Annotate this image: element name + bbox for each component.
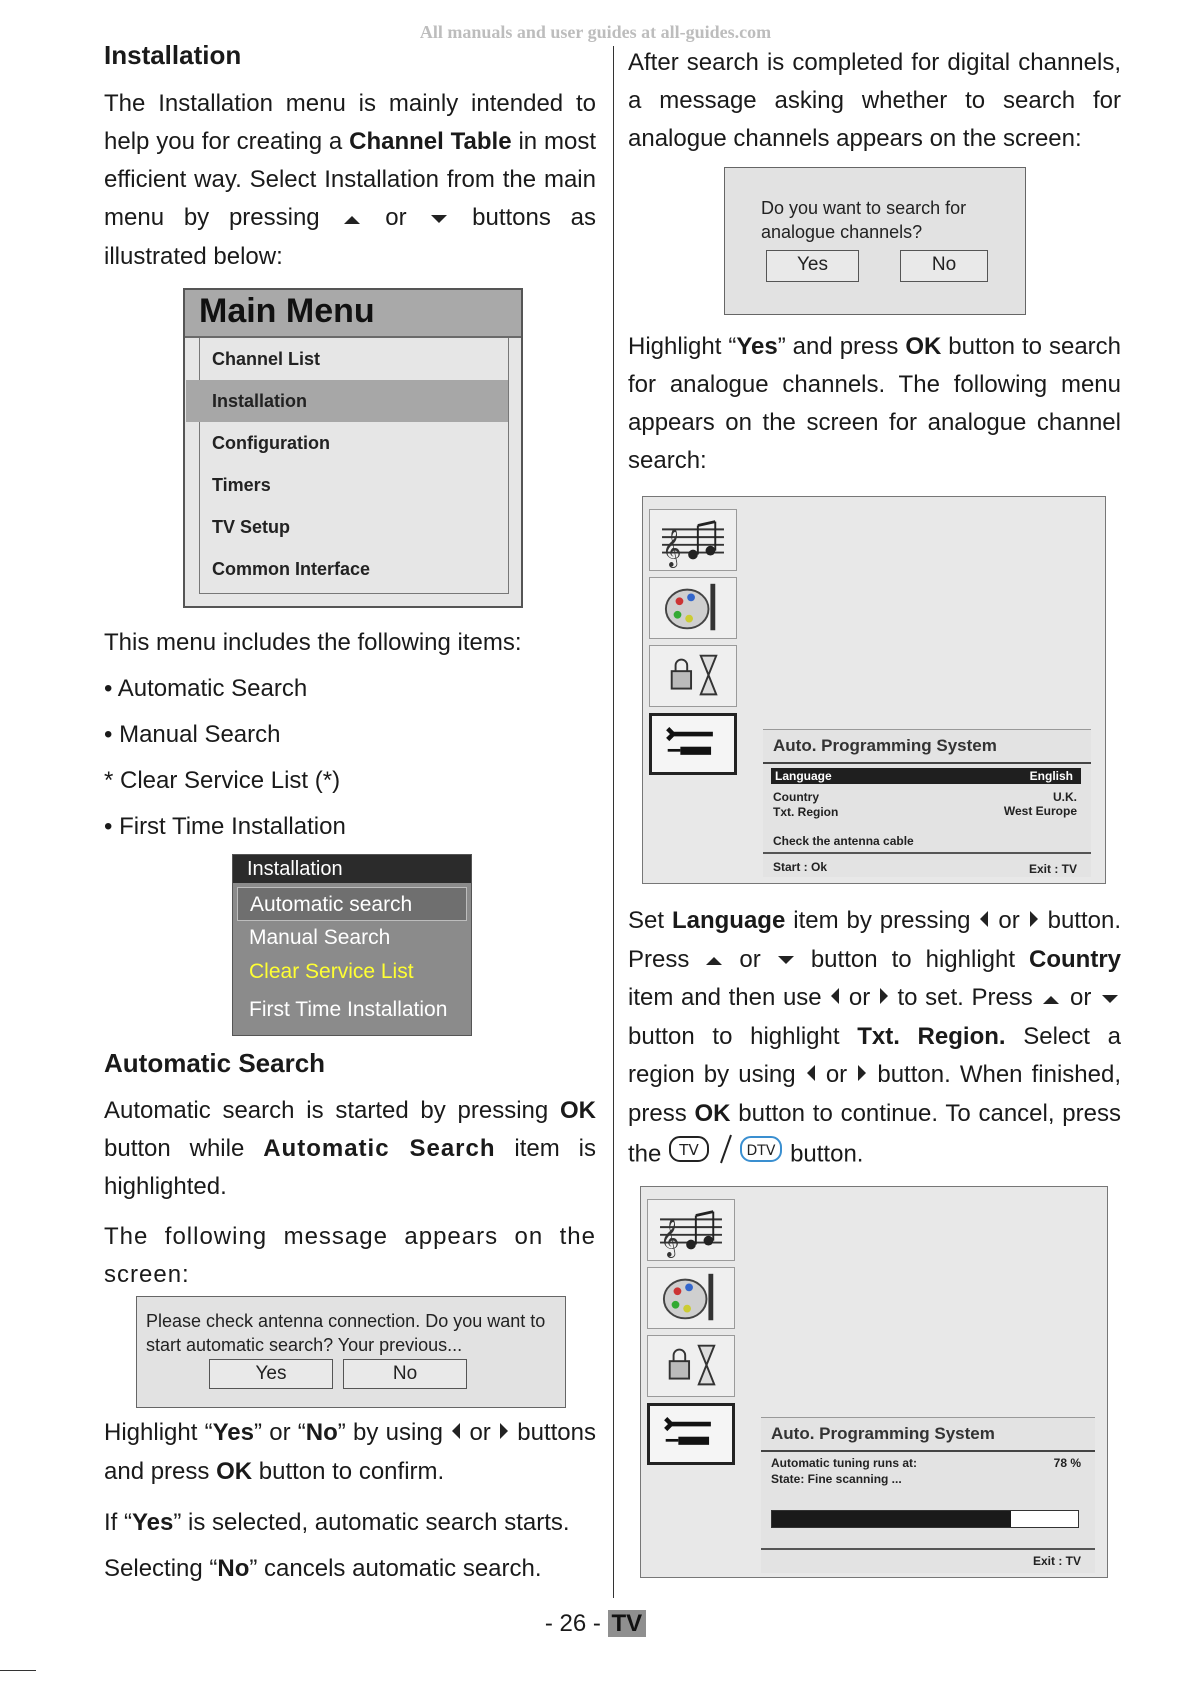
no-button[interactable]: No: [343, 1359, 467, 1389]
corner-line: [0, 1670, 36, 1671]
main-menu-item[interactable]: Configuration: [212, 433, 330, 453]
list-item: • Automatic Search: [104, 675, 308, 702]
installation-menu-item-selected[interactable]: Automatic search: [237, 887, 467, 921]
tools-icon[interactable]: [647, 1403, 735, 1465]
heading-automatic-search: Automatic Search: [104, 1048, 326, 1078]
right-arrow-icon: [498, 1415, 510, 1453]
tv-button-label: TV: [679, 1140, 699, 1159]
message-appears-text: The following message appears on the screen:: [104, 1223, 596, 1288]
antenna-dialog: [136, 1296, 566, 1408]
if-yes-text: If “Yes” is selected, automatic search starts.: [104, 1509, 570, 1536]
selecting-no-text: Selecting “No” cancels automatic search.: [104, 1555, 542, 1582]
right-arrow-icon: [878, 980, 890, 1018]
music-icon[interactable]: [649, 509, 737, 571]
list-item: • First Time Installation: [104, 813, 346, 840]
lock-timer-icon[interactable]: [647, 1335, 735, 1397]
start-hint: Start : Ok: [773, 860, 828, 874]
highlight-yes-no-text: Highlight “Yes” or “No” by using or buttons and press OK button to confirm.: [104, 1414, 596, 1491]
up-arrow-icon: [339, 200, 365, 238]
exit-hint: Exit : TV: [1032, 1554, 1081, 1568]
country-label: Country: [773, 790, 819, 804]
left-arrow-icon: [450, 1415, 462, 1453]
set-language-text: Set Language item by pressing or button. Press or button to highlight Country item and then use or to set. Press or button to highlight Txt. Region. Select a region by using or button. When finished, press OK button to continue. To cancel, press the TV DTV button.: [628, 902, 1121, 1177]
installation-menu-item[interactable]: Manual Search: [249, 926, 391, 949]
palette-icon[interactable]: [647, 1267, 735, 1329]
antenna-dialog-text: Please check antenna connection. Do you want to start automatic search? Your previous...: [146, 1311, 546, 1355]
tools-icon[interactable]: [649, 713, 737, 775]
analogue-dialog: [724, 167, 1026, 315]
svg-text:𝄞: 𝄞: [662, 527, 682, 567]
exit-hint: Exit : TV: [1028, 862, 1077, 876]
tv-button-icon: [668, 1134, 712, 1176]
main-menu-item[interactable]: Timers: [212, 475, 271, 495]
yes-button[interactable]: Yes: [766, 250, 859, 282]
list-item: * Clear Service List (*): [104, 767, 341, 794]
installation-menu-item[interactable]: First Time Installation: [249, 998, 448, 1021]
dtv-button-label: DTV: [746, 1142, 776, 1159]
page-number: - 26 -: [544, 1610, 601, 1637]
down-arrow-icon: [426, 200, 452, 238]
language-label: Language: [775, 769, 832, 783]
main-menu-item[interactable]: Common Interface: [212, 559, 371, 579]
language-value: English: [1029, 769, 1073, 783]
left-arrow-icon: [829, 980, 841, 1018]
section-tag: TV: [608, 1610, 647, 1637]
antenna-check-text: Check the antenna cable: [773, 834, 914, 848]
main-menu-item-selected[interactable]: Installation: [186, 380, 508, 422]
down-arrow-icon: [1099, 980, 1121, 1018]
watermark: All manuals and user guides at all-guides.com: [419, 22, 772, 42]
music-icon[interactable]: [647, 1199, 735, 1261]
panel-divider: [763, 852, 1091, 854]
language-row[interactable]: [771, 768, 1081, 784]
automatic-search-text: Automatic search is started by pressing OK button while Automatic Search item is highlighted.: [104, 1097, 596, 1200]
progress-bar: [771, 1510, 1079, 1528]
list-item: • Manual Search: [104, 721, 281, 748]
region-label: Txt. Region: [773, 805, 839, 819]
left-arrow-icon: [805, 1057, 817, 1095]
auto-programming-title: Auto. Programming System: [761, 1418, 1095, 1452]
main-menu-items: [199, 338, 509, 594]
down-arrow-icon: [775, 941, 797, 979]
auto-programming-panel: [761, 1417, 1095, 1573]
heading-installation: Installation: [104, 40, 242, 70]
installation-menu-title: Installation: [233, 855, 471, 883]
page-footer: [0, 1610, 1191, 1638]
main-menu-item[interactable]: Channel List: [212, 349, 321, 369]
up-arrow-icon: [1040, 980, 1062, 1018]
right-arrow-icon: [1028, 903, 1040, 941]
lock-timer-icon[interactable]: [649, 645, 737, 707]
palette-icon[interactable]: [649, 577, 737, 639]
highlight-yes-text: Highlight “Yes” and press OK button to search for analogue channels. The following menu appears on the screen for analogue channel search:: [628, 333, 1122, 474]
column-divider: [613, 46, 614, 1598]
after-search-text: After search is completed for digital channels, a message asking whether to search for analogue channels appears on the screen:: [628, 49, 1121, 152]
svg-text:𝄞: 𝄞: [660, 1217, 680, 1257]
country-value[interactable]: U.K.: [1053, 790, 1077, 804]
progress-fill: [772, 1511, 1011, 1527]
main-menu-title: Main Menu: [185, 290, 521, 338]
left-arrow-icon: [978, 903, 990, 941]
menu-includes-text: This menu includes the following items:: [104, 629, 522, 656]
tv-screen-setup: [642, 496, 1106, 884]
installation-menu-item[interactable]: Clear Service List: [249, 960, 414, 983]
region-value[interactable]: West Europe: [1003, 804, 1077, 818]
yes-button[interactable]: Yes: [209, 1359, 333, 1389]
dtv-button-icon: [739, 1134, 783, 1176]
up-arrow-icon: [703, 941, 725, 979]
auto-programming-panel: [763, 729, 1091, 877]
right-arrow-icon: [856, 1057, 868, 1095]
tuning-status-label: Automatic tuning runs at:: [771, 1456, 917, 1470]
installation-intro: The Installation menu is mainly intended to help you for creating a Channel Table in most efficient way. Select Installation from the main menu by pressing or buttons as illustrated below:: [104, 90, 596, 270]
no-button[interactable]: No: [900, 250, 988, 282]
tuning-percent: 78 %: [1053, 1456, 1081, 1470]
auto-programming-title: Auto. Programming System: [763, 730, 1091, 764]
installation-menu: [232, 854, 472, 1036]
panel-divider: [761, 1548, 1095, 1550]
main-menu-item[interactable]: TV Setup: [212, 517, 291, 537]
tv-screen-scanning: [640, 1186, 1108, 1578]
slash-icon: [719, 1133, 733, 1177]
main-menu: [183, 288, 523, 608]
scan-state: State: Fine scanning ...: [771, 1472, 902, 1486]
analogue-dialog-text: Do you want to search for analogue channels?: [761, 198, 967, 242]
